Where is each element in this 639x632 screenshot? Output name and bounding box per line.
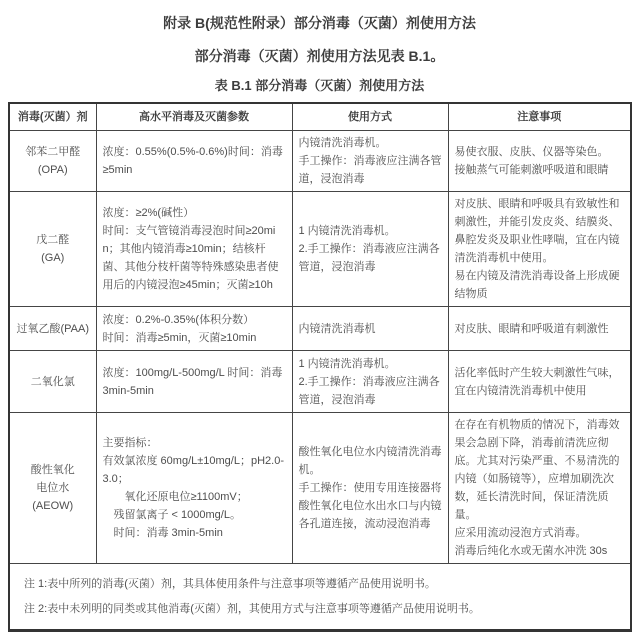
footnote-2: 注 2:表中未列明的同类或其他消毒(灭菌）剂，其使用方式与注意事项等遵循产品使用说明书。 [24,603,480,615]
table-row-aeow [9,413,631,564]
params-cell: 浓度：100mg/L-500mg/L 时间：消毒 3min-5min [96,351,292,413]
column-header-agent: 消毒(灭菌）剂 [9,103,96,131]
notes-cell: 易使衣服、皮肤、仪器等染色。 接触蒸气可能刺激呼吸道和眼睛 [448,131,631,192]
agent-cell: 过氧乙酸(PAA) [9,307,96,351]
column-header-params: 高水平消毒及灭菌参数 [96,103,292,131]
header-row [9,103,631,131]
footnote-1: 注 1:表中所列的消毒(灭菌）剂，其具体使用条件与注意事项等遵循产品使用说明书。 [24,578,436,590]
column-header-notes: 注意事项 [448,103,631,131]
column-header-usage: 使用方式 [292,103,448,131]
footnotes-cell [9,564,631,631]
agent-cell: 邻苯二甲醛 (OPA) [9,131,96,192]
table-row-chlorine-dioxide [9,351,631,413]
disinfectant-usage-table [8,102,632,632]
table-row-opa [9,131,631,192]
notes-cell: 对皮肤、眼睛和呼吸道有刺激性 [448,307,631,351]
params-cell: 主要指标： 有效氯浓度 60mg/L±10mg/L；pH2.0-3.0； 氧化还原电位≥1100mV； 残留氯离子 < 1000mg/L。 时间：消毒 3min-5min [96,413,292,564]
notes-cell: 活化率低时产生较大刺激性气味，宜在内镜清洗消毒机中使用 [448,351,631,413]
agent-cell: 戊二醛 (GA) [9,192,96,307]
agent-cell: 酸性氧化 电位水 (AEOW) [9,413,96,564]
params-cell: 浓度：≥2%(碱性） 时间：支气管镜消毒浸泡时间≥20min；其他内镜消毒≥10min；结核杆菌、其他分枝杆菌等特殊感染患者使用后的内镜浸泡≥45min；灭菌≥10h [96,192,292,307]
intro-line: 部分消毒（灭菌）剂使用方法见表 B.1。 [194,48,445,64]
params-cell: 浓度：0.2%-0.35%(体积分数） 时间：消毒≥5min，灭菌≥10min [96,307,292,351]
notes-cell: 对皮肤、眼睛和呼吸具有致敏性和刺激性，并能引发皮炎、结膜炎、鼻腔发炎及职业性哮喘，宜在内镜清洗消毒机中使用。 易在内镜及清洗消毒设备上形成硬结物质 [448,192,631,307]
table-caption: 表 B.1 部分消毒（灭菌）剂使用方法 [214,78,425,93]
usage-cell: 内镜清洗消毒机 [292,307,448,351]
usage-cell: 酸性氧化电位水内镜清洗消毒机。 手工操作：使用专用连接器将酸性氧化电位水出水口与内镜各孔道连接，流动浸泡消毒 [292,413,448,564]
agent-cell: 二氧化氯 [9,351,96,413]
footnotes-row [9,564,631,631]
usage-cell: 内镜清洗消毒机。 手工操作：消毒液应注满各管道，浸泡消毒 [292,131,448,192]
notes-cell: 在存在有机物质的情况下，消毒效果会急剧下降，消毒前清洗应彻底。尤其对污染严重、不易清洗的内镜（如肠镜等），应增加刷洗次数，延长清洗时间，保证清洗质量。 应采用流动浸泡方式消毒。 消毒后纯化水或无菌水冲洗 30s [448,413,631,564]
table-row-ga [9,192,631,307]
usage-cell: 1 内镜清洗消毒机。 2.手工操作：消毒液应注满各管道，浸泡消毒 [292,192,448,307]
params-cell: 浓度：0.55%(0.5%-0.6%)时间：消毒≥5min [96,131,292,192]
usage-cell: 1 内镜清洗消毒机。 2.手工操作：消毒液应注满各管道，浸泡消毒 [292,351,448,413]
table-row-paa [9,307,631,351]
appendix-title: 附录 B(规范性附录）部分消毒（灭菌）剂使用方法 [163,15,476,31]
